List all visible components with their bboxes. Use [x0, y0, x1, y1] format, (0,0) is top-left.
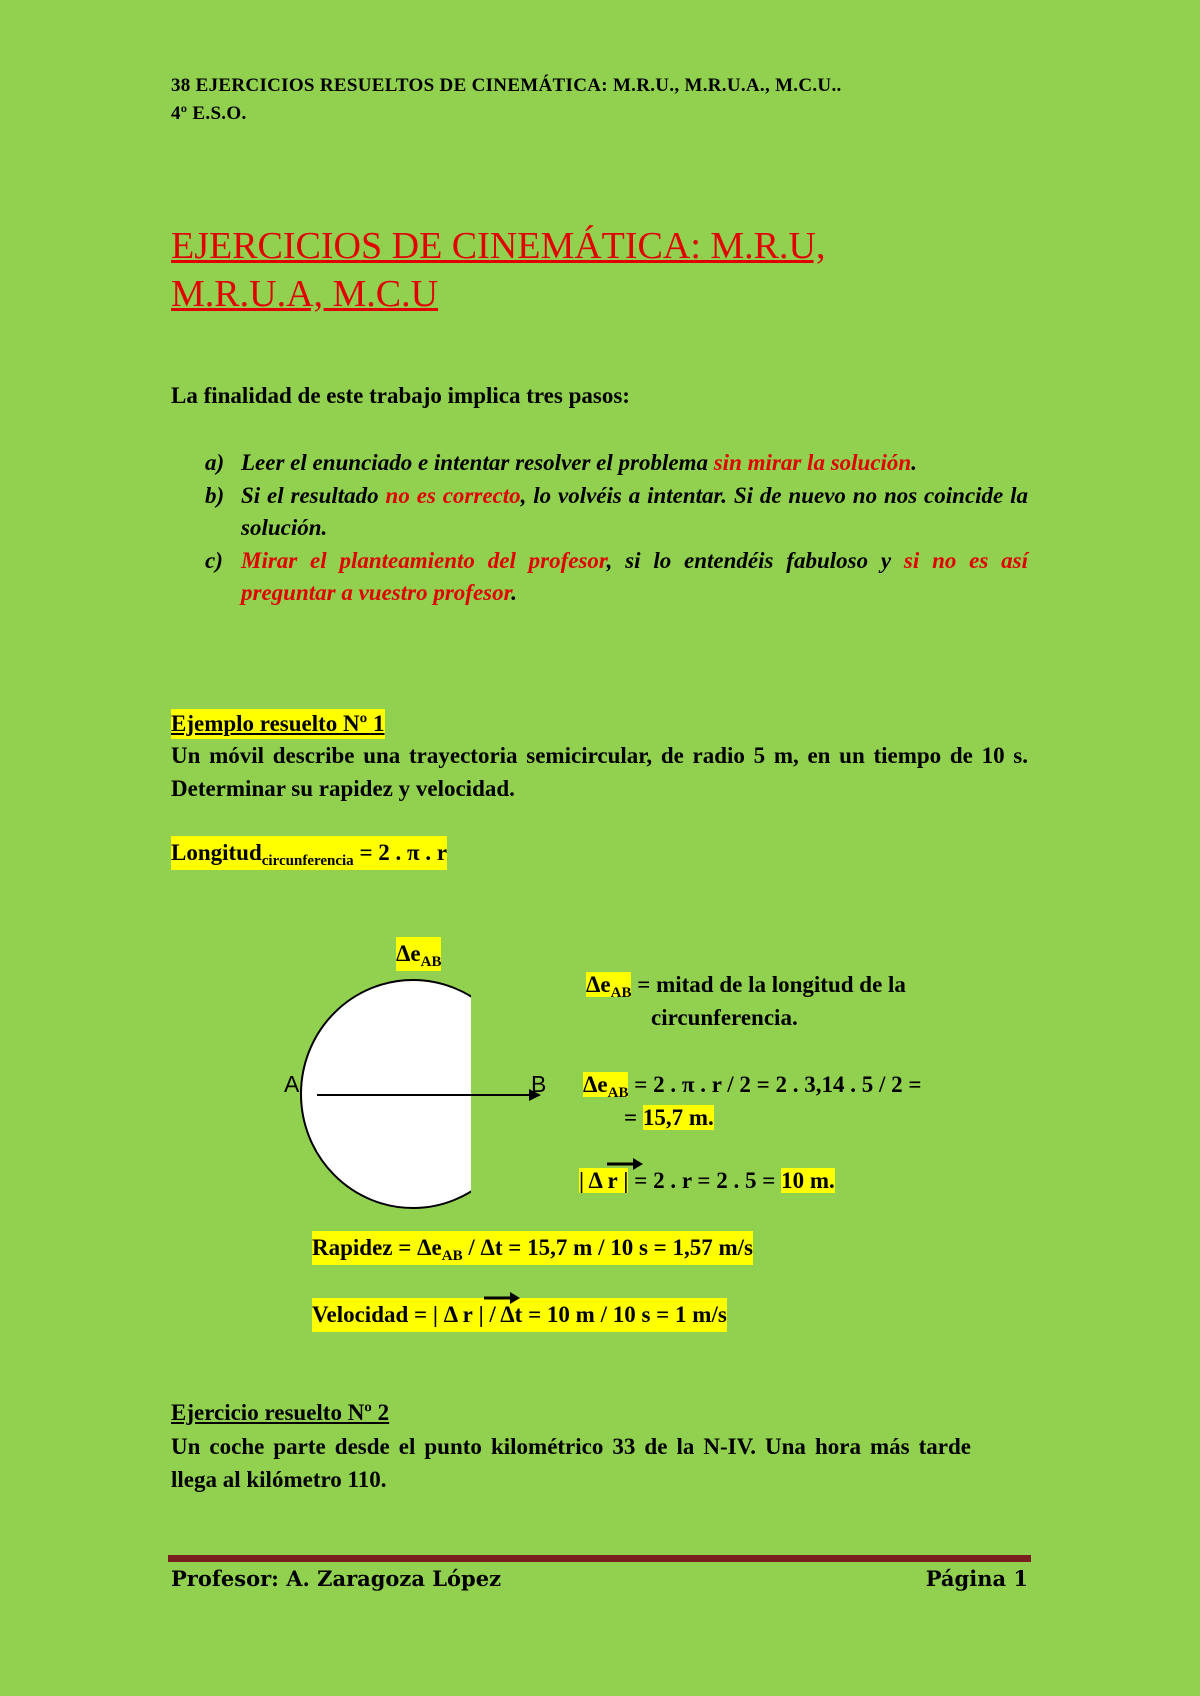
rapidez-sub: AB [441, 1248, 463, 1264]
step-highlight: sin mirar la solución [713, 450, 912, 475]
calc-text-1: = 2 . π . r / 2 = 2 . 3,14 . 5 / 2 = [628, 1072, 922, 1097]
calc-line1 [583, 1068, 921, 1102]
calc-text-2: = [624, 1105, 643, 1130]
running-header-line1: 38 EJERCICIOS RESUELTOS DE CINEMÁTICA: M.R.U., M.R.U.A., M.C.U.. [171, 75, 842, 96]
velocidad-post: | / Δt = 10 m / 10 s = 1 m/s [472, 1302, 727, 1327]
rapidez-pre: Rapidez = Δe [312, 1235, 442, 1260]
diagram-top-label [396, 937, 441, 971]
calc-de-badge [583, 1072, 629, 1101]
intro-text: La finalidad de este trabajo implica tres pasos: [171, 383, 630, 408]
def-text-1: = mitad de la longitud de la [631, 972, 906, 997]
step-highlight: no es correcto [385, 482, 521, 508]
step-marker: b) [205, 482, 225, 508]
step-text: , si lo entendéis fabuloso y [606, 547, 904, 573]
dr-result: 10 m. [781, 1168, 835, 1193]
running-header [171, 72, 1028, 128]
step-highlight: si no es así preguntar a vuestro profesor [241, 547, 1028, 605]
step-marker: a) [205, 450, 225, 475]
definition-line2: circunferencia. [651, 1005, 798, 1030]
definition-line1 [586, 968, 906, 1002]
steps-list [205, 447, 1028, 610]
velocidad-pre: Velocidad = | Δ r [312, 1298, 473, 1332]
footer-page-number: Página 1 [925, 1566, 1028, 1591]
title-line2: M.R.U.A, M.C.U [171, 273, 439, 315]
step-highlight: Mirar el planteamiento del profesor [241, 547, 607, 573]
step-item [205, 447, 1028, 480]
rapidez-post: / Δt = 15,7 m / 10 s = 1,57 m/s [462, 1235, 754, 1260]
running-header-line2: 4º E.S.O. [171, 103, 247, 124]
diagram-top-de: Δe [396, 941, 421, 966]
example1-text: Un móvil describe una trayectoria semicircular, de radio 5 m, en un tiempo de 10 s. Determinar su rapidez y velocidad. [171, 743, 1028, 801]
title-line1: EJERCICIOS DE CINEMÁTICA: M.R.U, [171, 225, 826, 267]
step-item [205, 545, 1028, 610]
diagram-label-a: A [284, 1071, 300, 1097]
diagram-top-sub: AB [420, 954, 442, 970]
longitud-rest: = 2 . π . r [353, 840, 448, 865]
example1-heading: Ejemplo resuelto Nº 1 [171, 709, 385, 739]
diagram-label-b: B [531, 1071, 547, 1097]
calc-sub: AB [607, 1085, 629, 1101]
displacement-formula [579, 1164, 835, 1198]
step-text: Leer el enunciado e intentar resolver el problema [241, 450, 714, 475]
step-text: . [511, 580, 518, 605]
step-item [205, 480, 1028, 545]
example2-text: Un coche parte desde el punto kilométrico 33 de la N-IV. Una hora más tarde llega al kilómetro 110. [171, 1434, 971, 1492]
rapidez-formula [312, 1231, 753, 1265]
footer-author: Profesor: A. Zaragoza López [171, 1566, 502, 1591]
velocidad-formula [312, 1298, 727, 1332]
example2-heading: Ejercicio resuelto Nº 2 [171, 1400, 390, 1425]
def-de-badge [586, 972, 632, 1001]
longitud-sub: circunferencia [261, 853, 354, 869]
step-text: Si el resultado [241, 482, 386, 508]
step-text: , lo volvéis a intentar. Si de nuevo no nos coincide la solución. [241, 482, 1028, 540]
document-page [171, 0, 1028, 1696]
step-marker: c) [205, 547, 223, 573]
calc-line2 [624, 1101, 714, 1135]
longitud-formula [171, 836, 447, 870]
dr-open: | Δ r [579, 1164, 618, 1198]
vector-arrow-icon [482, 1290, 522, 1306]
calc-de: Δe [583, 1072, 608, 1097]
footer-rule [168, 1555, 1031, 1562]
longitud-main: Longitud [171, 840, 262, 865]
page-title [171, 222, 1028, 318]
displacement-badge [579, 1168, 628, 1193]
def-de: Δe [586, 972, 611, 997]
dr-mid: = 2 . r = 2 . 5 = [628, 1168, 782, 1193]
calc-result: 15,7 m. [642, 1105, 714, 1130]
vector-arrow-icon [605, 1156, 645, 1172]
step-text: . [911, 450, 917, 475]
dr-close: | [617, 1168, 629, 1193]
def-sub: AB [610, 985, 632, 1001]
